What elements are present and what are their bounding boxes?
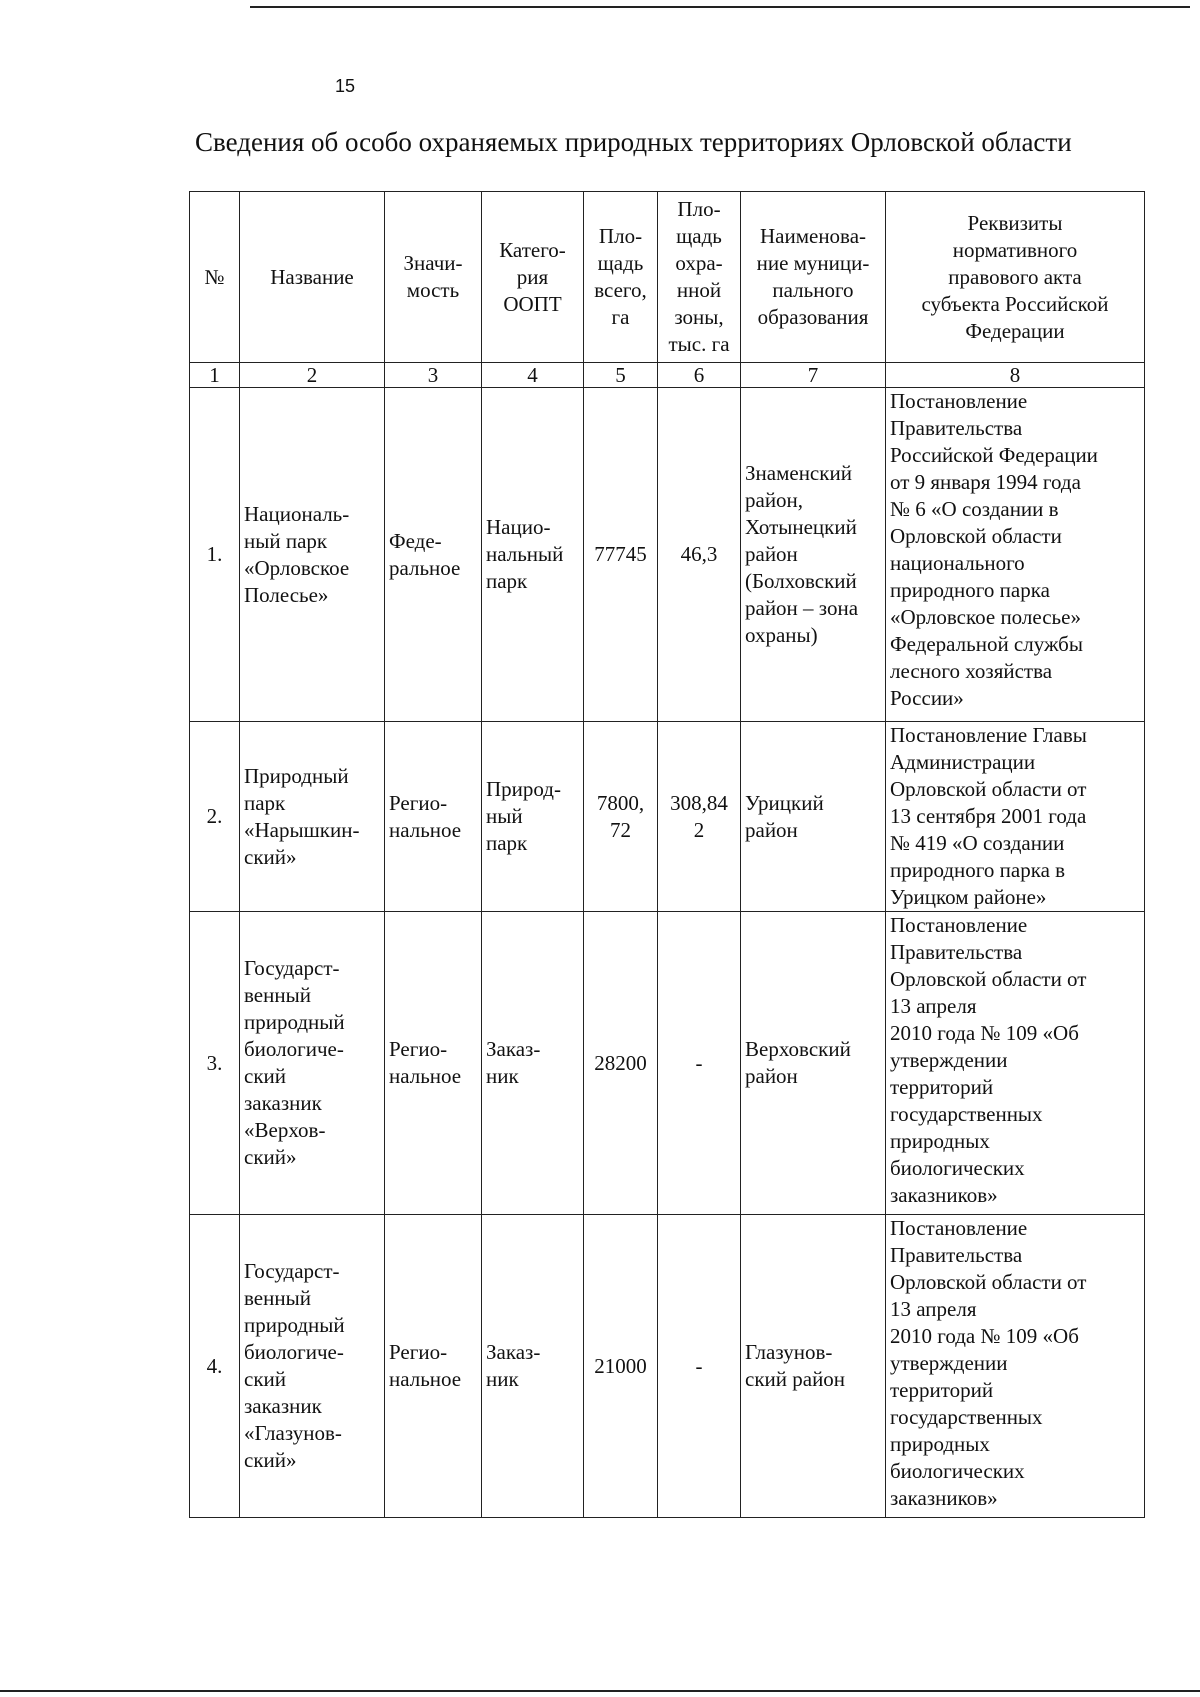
column-number: 4: [482, 363, 584, 388]
area-name: Националь- ный парк «Орловское Полесье»: [240, 388, 385, 722]
column-number: 1: [190, 363, 240, 388]
row-number: 4.: [190, 1215, 240, 1518]
header-area-total: Пло- щадь всего, га: [584, 192, 658, 363]
top-border-line: [250, 6, 1190, 8]
table-row: [190, 388, 1145, 722]
column-number-row: [190, 363, 1145, 388]
legal-act: Постановление Главы Администрации Орловской области от 13 сентября 2001 года № 419 «О создании природного парка в Урицком районе»: [886, 722, 1145, 912]
row-number: 2.: [190, 722, 240, 912]
row-number: 3.: [190, 912, 240, 1215]
header-area-protected: Пло- щадь охра- нной зоны, тыс. га: [658, 192, 741, 363]
area-name: Природный парк «Нарышкин- ский»: [240, 722, 385, 912]
column-number: 5: [584, 363, 658, 388]
area-category: Заказ- ник: [482, 912, 584, 1215]
header-category: Катего- рия ООПТ: [482, 192, 584, 363]
area-category: Заказ- ник: [482, 1215, 584, 1518]
header-significance: Значи- мость: [385, 192, 482, 363]
area-category: Природ- ный парк: [482, 722, 584, 912]
municipality: Верховский район: [741, 912, 886, 1215]
table-row: [190, 912, 1145, 1215]
municipality: Глазунов- ский район: [741, 1215, 886, 1518]
area-significance: Регио- нальное: [385, 912, 482, 1215]
municipality: Знаменский район, Хотынецкий район (Болховский район – зона охраны): [741, 388, 886, 722]
document-title: Сведения об особо охраняемых природных территориях Орловской области: [195, 127, 1072, 157]
municipality: Урицкий район: [741, 722, 886, 912]
table-row: [190, 1215, 1145, 1518]
area-protected: -: [658, 912, 741, 1215]
legal-act: Постановление Правительства Орловской области от 13 апреля 2010 года № 109 «Об утверждении территорий государственных природных биологических заказников»: [886, 1215, 1145, 1518]
header-name: Название: [240, 192, 385, 363]
area-total: 28200: [584, 912, 658, 1215]
legal-act: Постановление Правительства Орловской области от 13 апреля 2010 года № 109 «Об утверждении территорий государственных природных биологических заказников»: [886, 912, 1145, 1215]
column-number: 6: [658, 363, 741, 388]
area-protected: 46,3: [658, 388, 741, 722]
column-number: 2: [240, 363, 385, 388]
area-significance: Феде- ральное: [385, 388, 482, 722]
area-name: Государст- венный природный биологиче- ский заказник «Верхов- ский»: [240, 912, 385, 1215]
protected-areas-table: [189, 191, 1145, 1518]
legal-act: Постановление Правительства Российской Федерации от 9 января 1994 года № 6 «О создании в Орловской области национального природного парка «Орловское полесье» Федеральной службы лесного хозяйства России»: [886, 388, 1145, 722]
area-category: Нацио- нальный парк: [482, 388, 584, 722]
header-number: №: [190, 192, 240, 363]
header-municipality: Наименова- ние муници- пального образования: [741, 192, 886, 363]
bottom-border-line: [0, 1690, 1200, 1692]
header-legal-act: Реквизиты нормативного правового акта субъекта Российской Федерации: [886, 192, 1145, 363]
row-number: 1.: [190, 388, 240, 722]
column-number: 3: [385, 363, 482, 388]
area-protected: -: [658, 1215, 741, 1518]
area-significance: Регио- нальное: [385, 1215, 482, 1518]
table-header-row: [190, 192, 1145, 363]
area-total: 77745: [584, 388, 658, 722]
area-protected: 308,84 2: [658, 722, 741, 912]
area-total: 7800, 72: [584, 722, 658, 912]
column-number: 8: [886, 363, 1145, 388]
page-number: 15: [335, 76, 356, 96]
column-number: 7: [741, 363, 886, 388]
table-row: [190, 722, 1145, 912]
area-significance: Регио- нальное: [385, 722, 482, 912]
area-total: 21000: [584, 1215, 658, 1518]
area-name: Государст- венный природный биологиче- ский заказник «Глазунов- ский»: [240, 1215, 385, 1518]
